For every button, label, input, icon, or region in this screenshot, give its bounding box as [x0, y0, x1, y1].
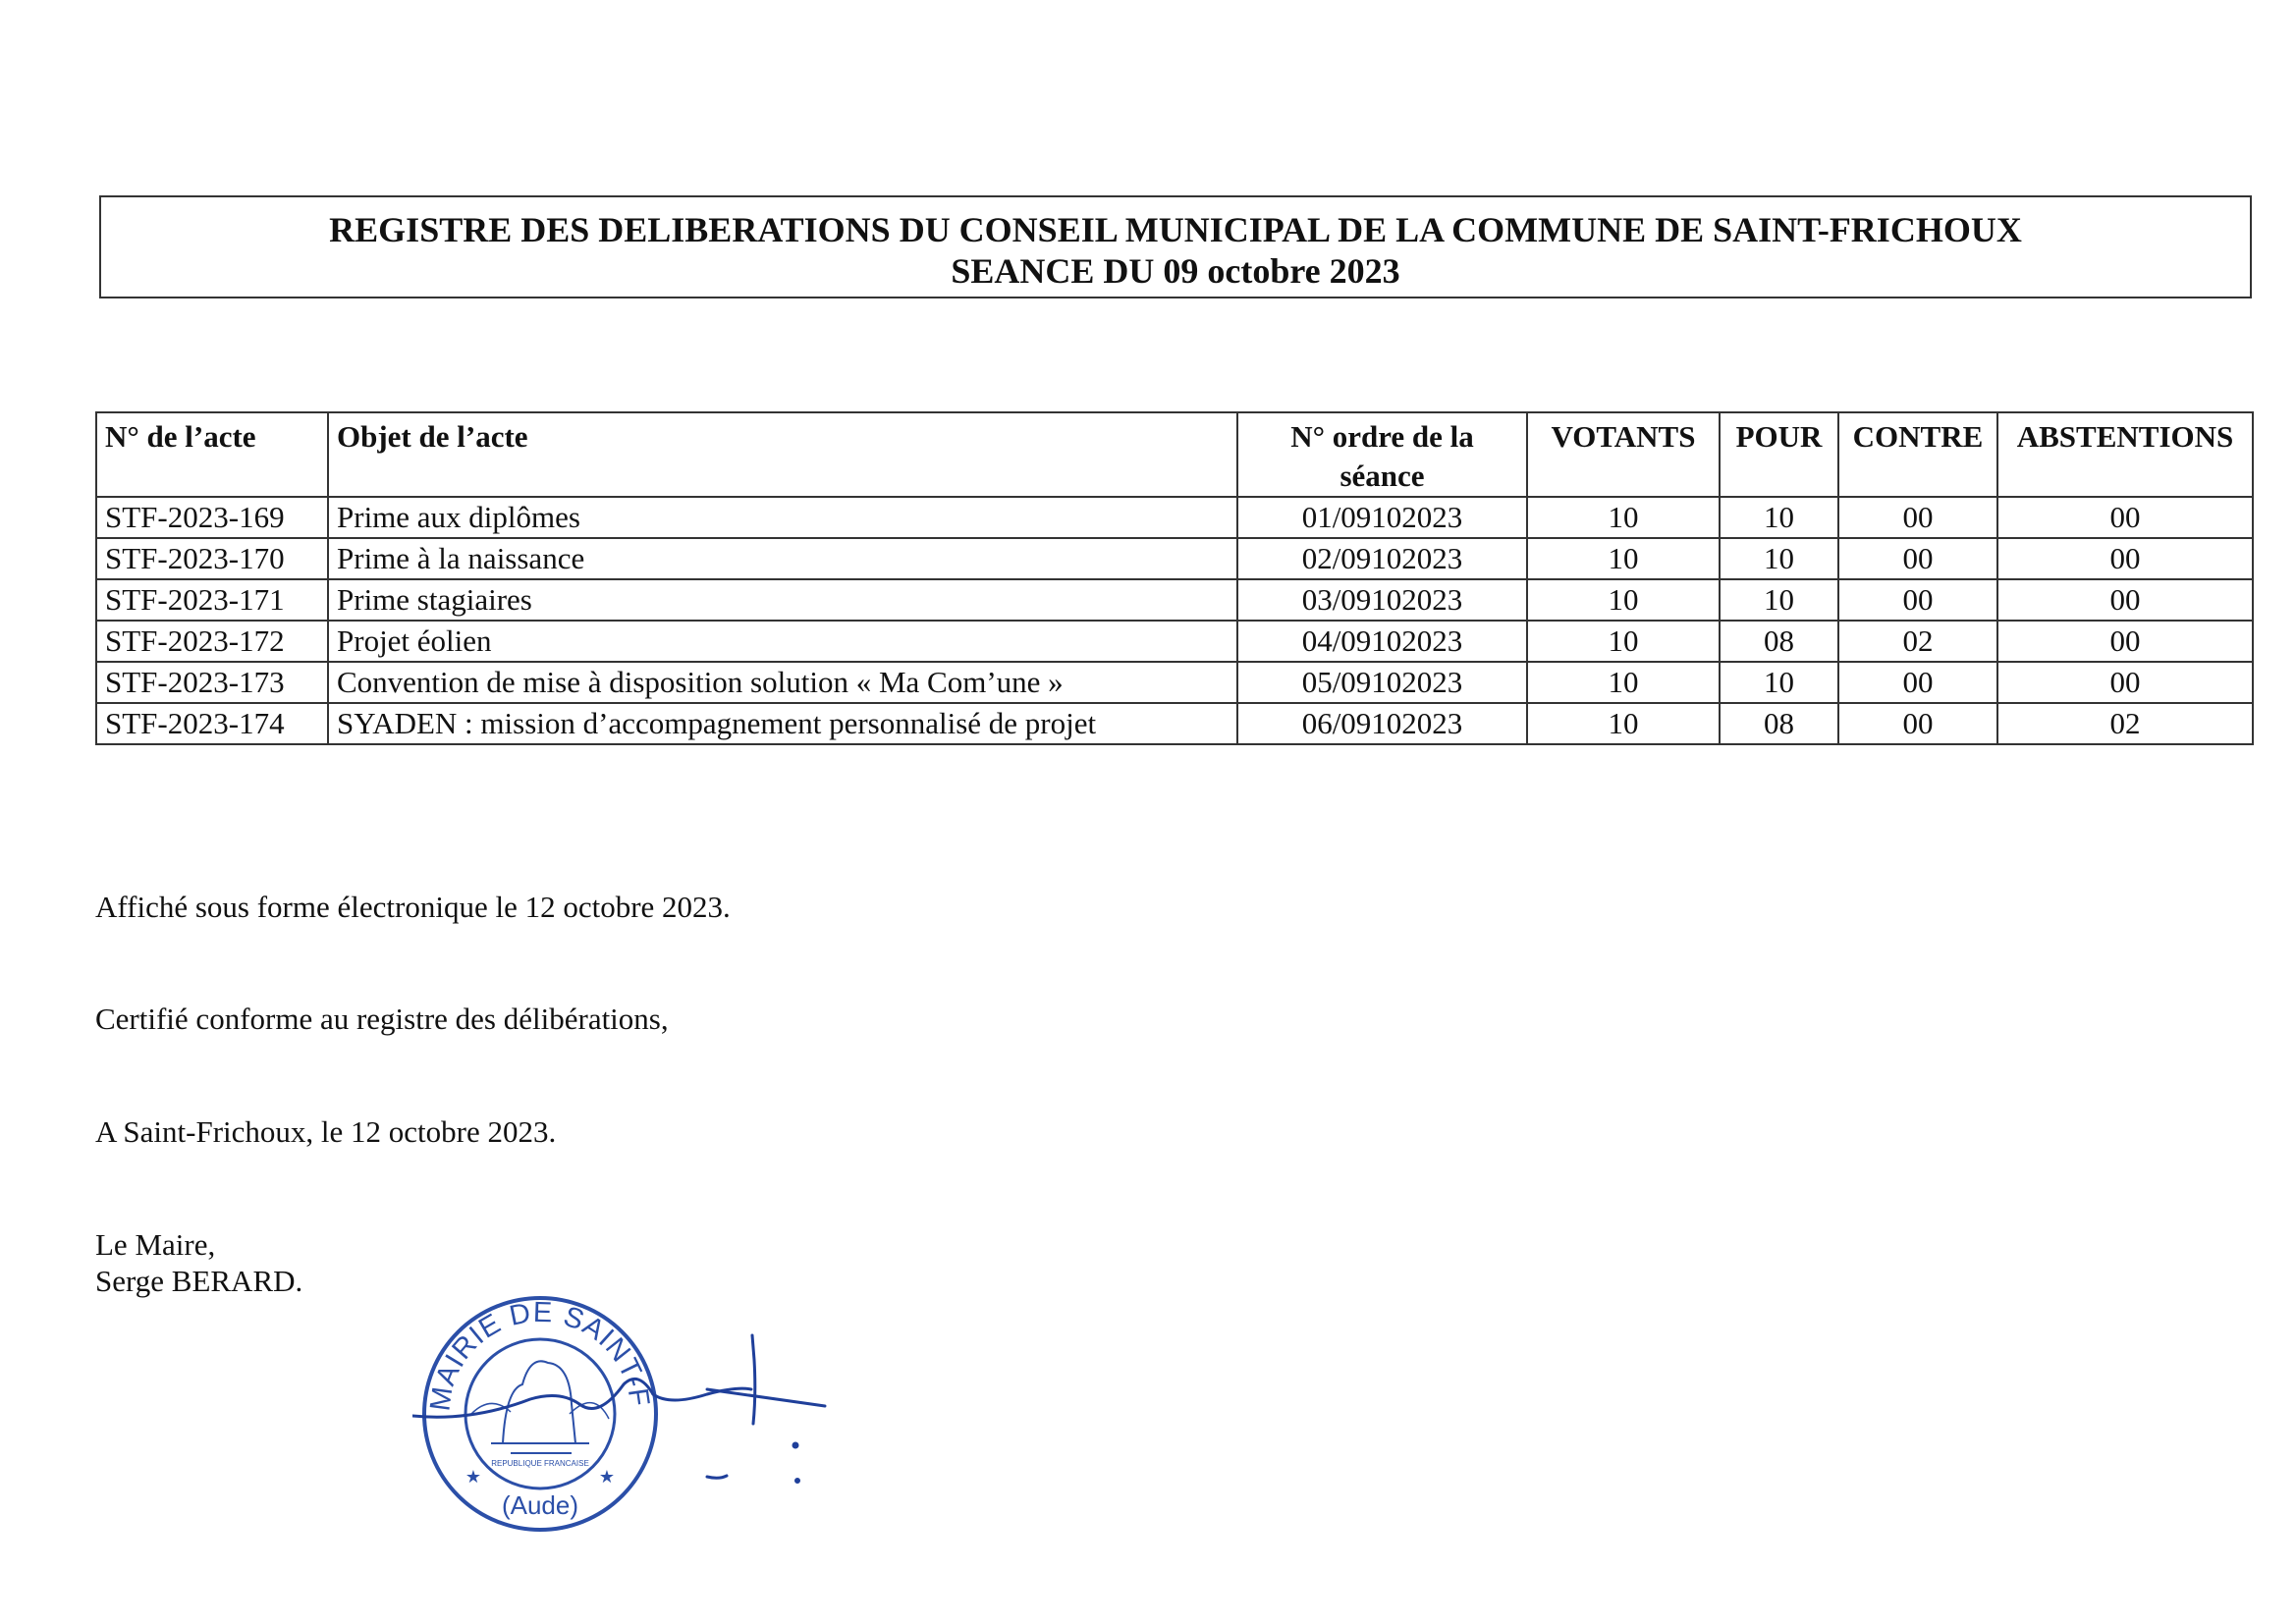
stamp-ring-text: MAIRIE DE SAINT-F: [424, 1296, 656, 1413]
cell-pour: 10: [1720, 497, 1838, 538]
cell-pour: 10: [1720, 538, 1838, 579]
deliberations-table: [95, 411, 2254, 745]
cell-votants: 10: [1527, 621, 1720, 662]
header-contre: CONTRE: [1838, 412, 1997, 497]
cell-abstentions: 00: [1997, 621, 2253, 662]
cell-abstentions: 00: [1997, 579, 2253, 621]
cell-pour: 10: [1720, 579, 1838, 621]
cell-ordre: 03/09102023: [1237, 579, 1527, 621]
header-acte: N° de l’acte: [96, 412, 328, 497]
header-ordre: [1237, 412, 1527, 497]
cell-acte: STF-2023-171: [96, 579, 328, 621]
cell-abstentions: 00: [1997, 538, 2253, 579]
certification-statement: Certifié conforme au registre des délibérations,: [95, 1001, 669, 1036]
cell-acte: STF-2023-174: [96, 703, 328, 744]
document-title: REGISTRE DES DELIBERATIONS DU CONSEIL MUNICIPAL DE LA COMMUNE DE SAINT-FRICHOUX: [329, 210, 2022, 249]
cell-votants: 10: [1527, 703, 1720, 744]
svg-text:MAIRIE DE SAINT-FRICHOUX: [412, 1296, 655, 1413]
cell-objet: SYADEN : mission d’accompagnement personnalisé de projet: [328, 703, 1237, 744]
table-row: [96, 703, 2253, 744]
cell-abstentions: 02: [1997, 703, 2253, 744]
cell-abstentions: 00: [1997, 497, 2253, 538]
table-row: [96, 497, 2253, 538]
cell-acte: STF-2023-170: [96, 538, 328, 579]
cell-acte: STF-2023-169: [96, 497, 328, 538]
cell-objet: Prime aux diplômes: [328, 497, 1237, 538]
cell-objet: Prime stagiaires: [328, 579, 1237, 621]
table-row: [96, 538, 2253, 579]
star-icon: ★: [598, 1467, 616, 1487]
cell-acte: STF-2023-172: [96, 621, 328, 662]
cell-contre: 00: [1838, 703, 1997, 744]
signatory-name: Serge BERARD.: [95, 1264, 303, 1298]
session-title: SEANCE DU 09 octobre 2023: [951, 251, 1400, 291]
cell-abstentions: 00: [1997, 662, 2253, 703]
cell-votants: 10: [1527, 579, 1720, 621]
cell-pour: 08: [1720, 621, 1838, 662]
header-votants: VOTANTS: [1527, 412, 1720, 497]
cell-objet: Prime à la naissance: [328, 538, 1237, 579]
header-pour: POUR: [1720, 412, 1838, 497]
header-ordre-line1: N° ordre de la: [1290, 419, 1474, 454]
header-ordre-line2: séance: [1339, 459, 1425, 493]
affichage-statement: Affiché sous forme électronique le 12 octobre 2023.: [95, 890, 731, 924]
cell-objet: Convention de mise à disposition solution « Ma Com’une »: [328, 662, 1237, 703]
table-header-row: [96, 412, 2253, 497]
cell-votants: 10: [1527, 538, 1720, 579]
cell-ordre: 02/09102023: [1237, 538, 1527, 579]
cell-pour: 10: [1720, 662, 1838, 703]
star-icon: ★: [465, 1467, 482, 1487]
cell-contre: 02: [1838, 621, 1997, 662]
cell-contre: 00: [1838, 497, 1997, 538]
stamp-inner-text: REPUBLIQUE FRANCAISE: [491, 1459, 589, 1468]
header-abstentions: ABSTENTIONS: [1997, 412, 2253, 497]
cell-votants: 10: [1527, 662, 1720, 703]
cell-contre: 00: [1838, 538, 1997, 579]
table-row: [96, 621, 2253, 662]
stamp-seal-icon: [412, 1296, 845, 1542]
cell-ordre: 05/09102023: [1237, 662, 1527, 703]
document-title-box: [99, 195, 2252, 298]
cell-ordre: 06/09102023: [1237, 703, 1527, 744]
cell-objet: Projet éolien: [328, 621, 1237, 662]
cell-acte: STF-2023-173: [96, 662, 328, 703]
table-row: [96, 662, 2253, 703]
header-objet: Objet de l’acte: [328, 412, 1237, 497]
cell-contre: 00: [1838, 579, 1997, 621]
cell-pour: 08: [1720, 703, 1838, 744]
signatory-title: Le Maire,: [95, 1227, 216, 1262]
cell-ordre: 04/09102023: [1237, 621, 1527, 662]
mairie-stamp-signature: [412, 1296, 845, 1542]
cell-votants: 10: [1527, 497, 1720, 538]
cell-contre: 00: [1838, 662, 1997, 703]
cell-ordre: 01/09102023: [1237, 497, 1527, 538]
place-date: A Saint-Frichoux, le 12 octobre 2023.: [95, 1114, 557, 1149]
stamp-bottom-text: (Aude): [501, 1490, 579, 1520]
table-row: [96, 579, 2253, 621]
